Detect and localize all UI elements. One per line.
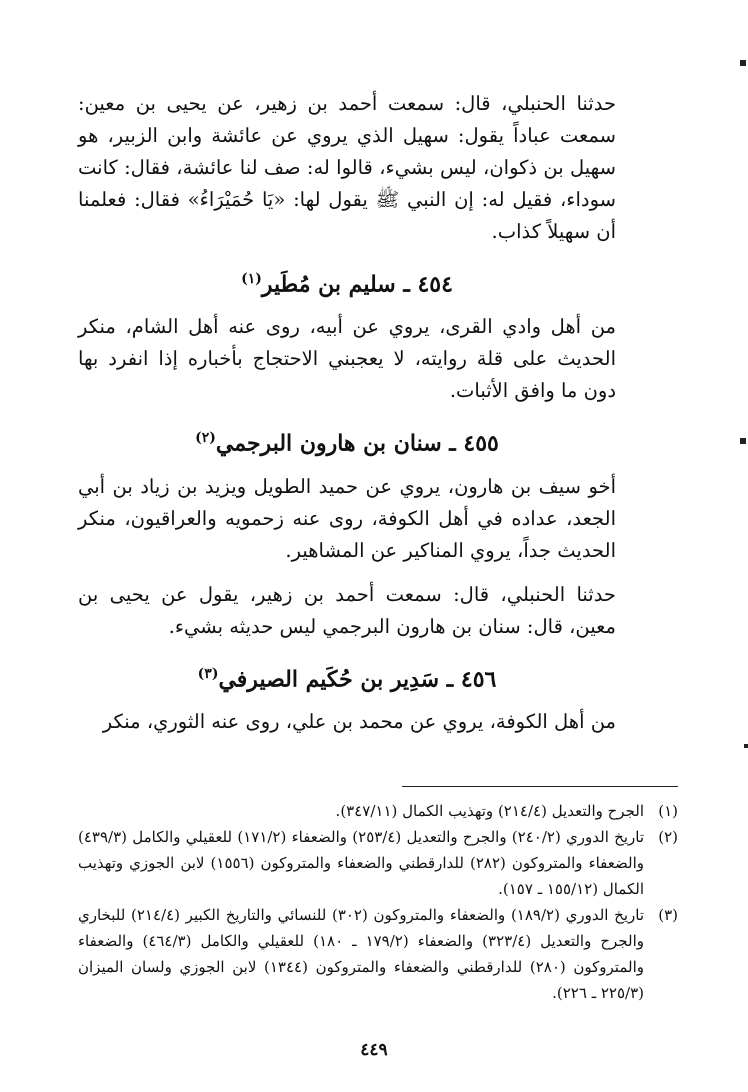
entry-heading-454 (78, 262, 616, 301)
footnote-text: تاريخ الدوري (٢٤٠/٢) والجرح والتعديل (٢٥٣/٤) والضعفاء (١٧١/٢) للعقيلي والكامل (٤٣٩/٣) والضعفاء والمتروكون (٢٨٢) للدارقطني والضعفاء والمتروكون (١٥٥٦) لابن الجوزي وتهذيب الكمال (١٥٥/١٢ ـ ١٥٧). (78, 828, 645, 898)
footnote-ref[interactable]: (٣) (197, 665, 219, 682)
entry-455-paragraph-1: أخو سيف بن هارون، يروي عن حميد الطويل ويزيد بن زياد بن أبي الجعد، عداده في أهل الكوفة، روى عنه زحمويه والعراقيون، منكر الحديث جداً، يروي المناكير عن المشاهير. (78, 474, 616, 562)
paragraph-intro: حدثنا الحنبلي، قال: سمعت أحمد بن زهير، عن يحيى بن معين: سمعت عباداً يقول: سهيل الذي يروي عن عائشة وابن الزبير، هو سهيل بن ذكوان، ليس بشيء، قالوا له: صف لنا عائشة، فقال: كانت سوداء، فقيل له: إن النبي ﷺ يقول لها: «يَا حُمَيْرَاءُ» فقال: فعلمنا أن سهيلاً كذاب. (78, 92, 616, 243)
footnote-ref[interactable]: (١) (241, 271, 262, 287)
entry-title: ٤٥٥ ـ سنان بن هارون البرجمي (215, 430, 499, 457)
footnotes (78, 798, 678, 1006)
entry-title: ٤٥٤ ـ سليم بن مُطَير (261, 271, 453, 298)
footnote-item (78, 902, 678, 1006)
entry-title: ٤٥٦ ـ سَدِير بن حُكَيم الصيرفي (218, 665, 497, 692)
footnote-text: تاريخ الدوري (١٨٩/٢) والضعفاء والمتروكون (٣٠٢) للنسائي والتاريخ الكبير (٢١٤/٤) للبخاري والجرح والتعديل (٣٢٣/٤) والضعفاء (١٧٩/٢ ـ ١٨٠) للعقيلي والكامل (٤٦٤/٣) والضعفاء والمتروكون (٢٨٠) للدارقطني والضعفاء والمتروكون (١٣٤٤) لابن الجوزي ولسان الميزان (٢٢٥/٣ ـ ٢٢٦). (78, 906, 644, 1002)
footnote-number: (٣) (658, 906, 678, 924)
footnote-item (78, 824, 678, 902)
footnote-text: الجرح والتعديل (٢١٤/٤) وتهذيب الكمال (٣٤٧/١١). (335, 802, 644, 820)
entry-456-paragraph: من أهل الكوفة، يروي عن محمد بن علي، روى عنه الثوري، منكر (102, 709, 616, 733)
entry-454-paragraph: من أهل وادي القرى، يروي عن أبيه، روى عنه أهل الشام، منكر الحديث على قلة روايته، لا يعجبني الاحتجاج بأخباره إذا انفرد بها دون ما وافق الأثبات. (78, 315, 616, 403)
scan-edge-mark (740, 438, 746, 444)
entry-455-paragraph-2: حدثنا الحنبلي، قال: سمعت أحمد بن زهير، يقول عن يحيى بن معين، قال: سنان بن هارون البرجمي ليس حديثه بشيء. (78, 582, 616, 638)
page-number: ٤٤٩ (360, 1040, 388, 1060)
footnote-divider (402, 786, 678, 787)
footnote-item (78, 798, 678, 824)
entry-heading-455 (78, 421, 616, 460)
footnote-number: (٢) (658, 828, 678, 846)
footnote-number: (١) (658, 802, 678, 820)
scan-edge-mark (744, 744, 748, 748)
scan-edge-mark (740, 60, 746, 66)
main-text (78, 88, 616, 738)
entry-heading-456 (78, 657, 616, 696)
footnote-ref[interactable]: (٢) (195, 430, 216, 447)
